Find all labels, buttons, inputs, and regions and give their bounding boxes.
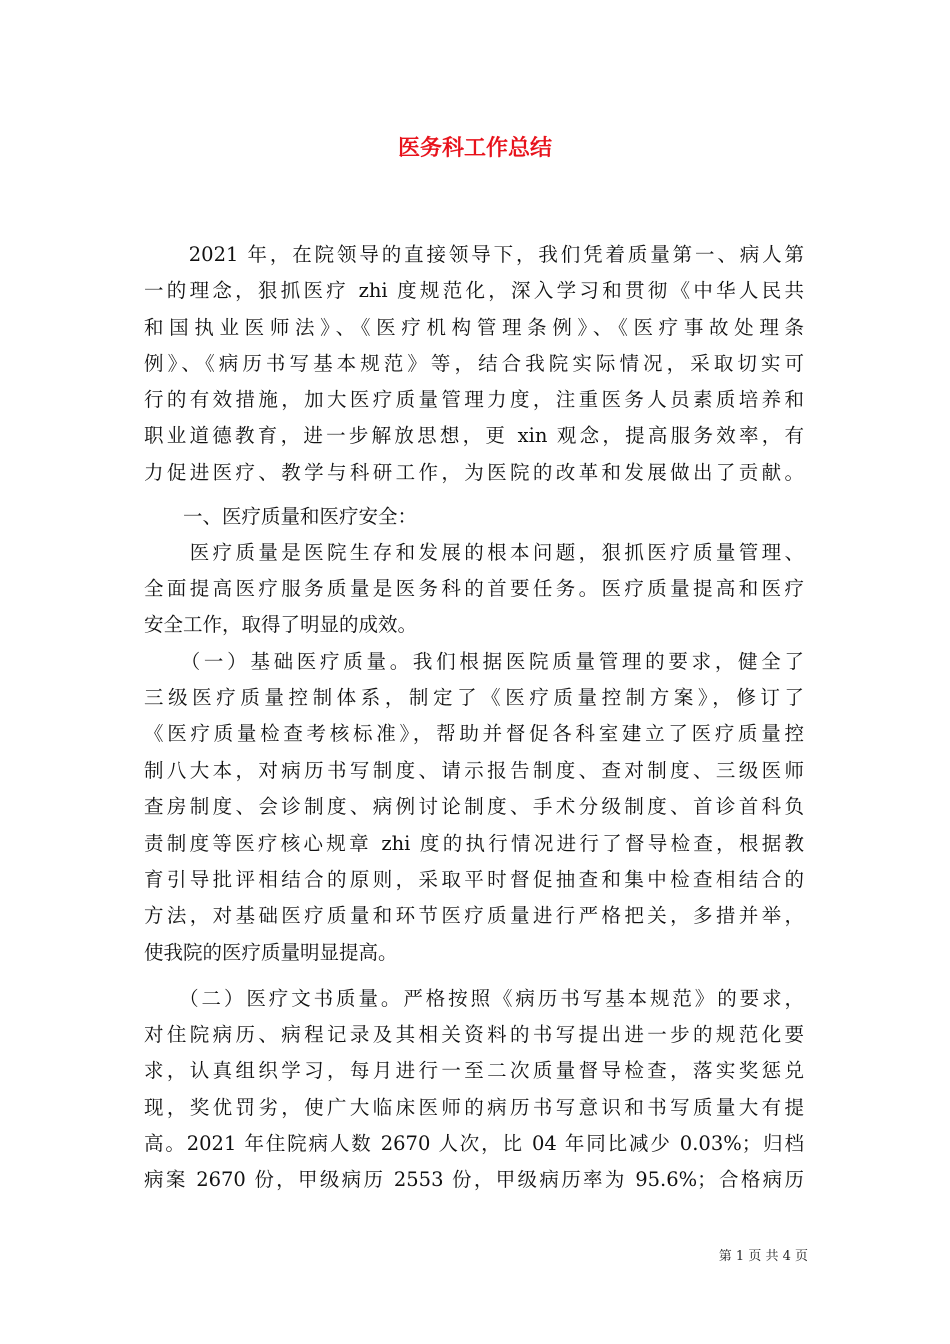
page-number: 第 1 页 共 4 页 [718,1249,808,1264]
body-line: 职业道德教育，进一步解放思想，更 xin 观念，提高服务效率，有 [144,424,804,447]
body-line: 行的有效措施，加大医疗质量管理力度，注重医务人员素质培养和 [144,388,804,411]
body-line: 三级医疗质量控制体系，制定了《医疗质量控制方案》，修订了 [144,686,804,709]
body-line: 安全工作，取得了明显的成效。 [144,613,418,636]
body-line: 《医疗质量检查考核标准》，帮助并督促各科室建立了医疗质量控 [144,722,804,745]
body-line: 全面提高医疗服务质量是医务科的首要任务。医疗质量提高和医疗 [144,577,804,600]
body-line: 2021 年，在院领导的直接领导下，我们凭着质量第一、病人第 [144,243,804,266]
body-line: 查房制度、会诊制度、病例讨论制度、手术分级制度、首诊首科负 [144,795,804,818]
body-line: 使我院的医疗质量明显提高。 [144,941,398,964]
body-line: 责制度等医疗核心规章 zhi 度的执行情况进行了督导检查，根据教 [144,832,804,855]
body-line: 制八大本，对病历书写制度、请示报告制度、查对制度、三级医师 [144,759,804,782]
body-line: 现，奖优罚劣，使广大临床医师的病历书写意识和书写质量大有提 [144,1096,804,1119]
body-line: 方法，对基础医疗质量和环节医疗质量进行严格把关，多措并举， [144,904,804,927]
body-line: 病案 2670 份，甲级病历 2553 份，甲级病历率为 95.6%；合格病历 [144,1168,804,1191]
section-heading: 一、医疗质量和医疗安全： [144,505,418,528]
body-line: （二）医疗文书质量。严格按照《病历书写基本规范》的要求， [144,987,804,1010]
body-line: 例》、《病历书写基本规范》等，结合我院实际情况，采取切实可 [144,352,804,375]
body-line: 和国执业医师法》、《医疗机构管理条例》、《医疗事故处理条 [144,316,804,339]
body-line: 高。2021 年住院病人数 2670 人次，比 04 年同比减少 0.03%；归档 [144,1132,804,1155]
body-line: 对住院病历、病程记录及其相关资料的书写提出进一步的规范化要 [144,1023,804,1046]
body-line: 求，认真组织学习，每月进行一至二次质量督导检查，落实奖惩兑 [144,1059,804,1082]
body-line: 医疗质量是医院生存和发展的根本问题，狠抓医疗质量管理、 [144,541,804,564]
body-line: （一）基础医疗质量。我们根据医院质量管理的要求，健全了 [144,650,804,673]
document-title: 医务科工作总结 [397,136,552,161]
body-line: 育引导批评相结合的原则，采取平时督促抽查和集中检查相结合的 [144,868,804,891]
body-line: 力促进医疗、教学与科研工作，为医院的改革和发展做出了贡献。 [144,461,804,484]
body-line: 一的理念，狠抓医疗 zhi 度规范化，深入学习和贯彻《中华人民共 [144,279,804,302]
